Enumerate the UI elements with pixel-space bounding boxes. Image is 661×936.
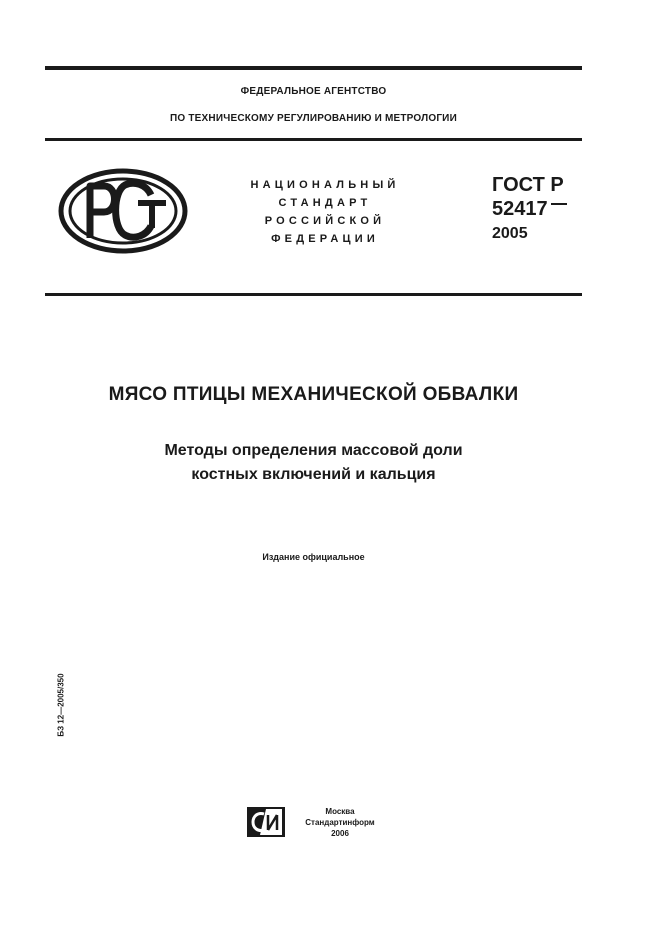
side-code: БЗ 12—2005/350 xyxy=(56,673,66,737)
publisher-city: Москва xyxy=(325,807,355,816)
header-rule xyxy=(45,138,582,141)
section-rule xyxy=(45,293,582,296)
designation-number-line xyxy=(492,197,567,221)
standartinform-logo-icon xyxy=(246,806,286,838)
standard-type-line4: ФЕДЕРАЦИИ xyxy=(271,233,379,245)
rst-certification-mark-icon xyxy=(58,168,188,254)
designation-dash xyxy=(551,203,567,205)
publisher-imprint xyxy=(294,806,386,839)
subtitle-line1: Методы определения массовой доли xyxy=(164,442,463,459)
standard-type-line2: СТАНДАРТ xyxy=(278,197,372,209)
publisher-name: Стандартинформ xyxy=(305,818,375,827)
standard-designation xyxy=(492,173,567,245)
standard-type-line3: РОССИЙСКОЙ xyxy=(264,215,386,227)
edition-note: Издание официальное xyxy=(262,552,365,562)
designation-prefix: ГОСТ Р xyxy=(492,174,564,196)
designation-number: 52417 xyxy=(492,198,548,220)
subtitle-line2: костных включений и кальция xyxy=(191,466,436,483)
top-rule xyxy=(45,66,582,70)
standard-type-block xyxy=(220,176,430,248)
document-title: МЯСО ПТИЦЫ МЕХАНИЧЕСКОЙ ОБВАЛКИ xyxy=(108,384,519,405)
document-subtitle xyxy=(45,439,582,487)
designation-year: 2005 xyxy=(492,225,528,242)
agency-name-line1: ФЕДЕРАЛЬНОЕ АГЕНТСТВО xyxy=(240,86,387,97)
agency-name-line2: ПО ТЕХНИЧЕСКОМУ РЕГУЛИРОВАНИЮ И МЕТРОЛОГИИ xyxy=(170,113,457,124)
publisher-year: 2006 xyxy=(331,829,349,838)
standard-type-line1: НАЦИОНАЛЬНЫЙ xyxy=(250,179,400,191)
